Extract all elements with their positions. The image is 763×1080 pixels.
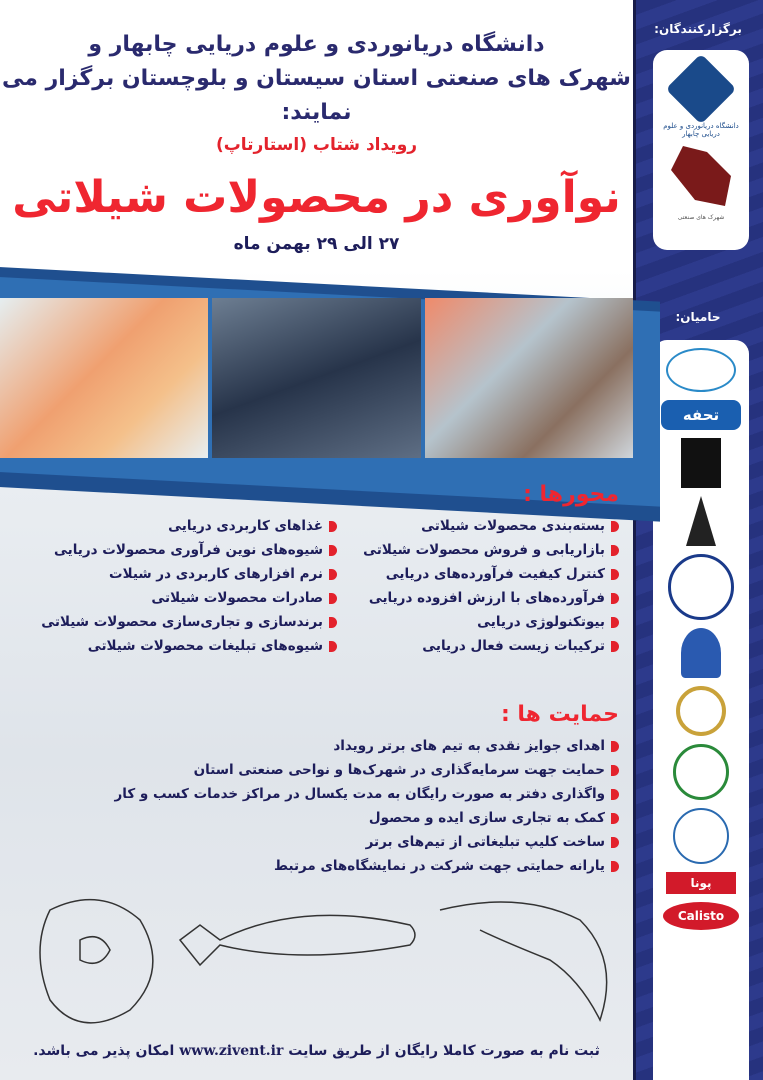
salmon-shrimp-photo (425, 298, 633, 458)
list-item: صادرات محصولات شیلاتی (41, 586, 337, 610)
bullet-icon (611, 813, 619, 824)
list-item: برندسازی و تجاری‌سازی محصولات شیلاتی (41, 610, 337, 634)
supports-heading: حمایت ها : (500, 702, 619, 727)
list-item: ساخت کلیپ تبلیغاتی از تیم‌های برتر (115, 830, 619, 854)
list-item: بیوتکنولوژی دریایی (363, 610, 619, 634)
list-item: کمک به تجاری سازی ایده و محصول (115, 806, 619, 830)
list-item: ترکیبات زیست فعال دریایی (363, 634, 619, 658)
university-name: دانشگاه دریانوردی و علوم دریایی چابهار (663, 122, 739, 138)
list-item: یارانه حمایتی جهت شرکت در نمایشگاه‌های مرتبط (115, 854, 619, 878)
sponsor-logo (673, 744, 729, 800)
seafood-photos (0, 298, 633, 458)
sponsor-logo-pouna: پونا (666, 872, 736, 894)
bullet-icon (329, 545, 337, 556)
bullet-icon (611, 765, 619, 776)
list-item: اهدای جوایز نقدی به تیم های برتر رویداد (115, 734, 619, 758)
sponsor-logo (676, 686, 726, 736)
fish-icon (180, 915, 415, 965)
bullet-icon (611, 789, 619, 800)
fish-steak-icon (40, 900, 153, 1023)
university-logo (666, 54, 737, 125)
sponsor-logo (668, 554, 734, 620)
bullet-icon (329, 641, 337, 652)
axes-list-right (363, 514, 619, 658)
bullet-icon (611, 593, 619, 604)
bullet-icon (611, 545, 619, 556)
list-item: شیوه‌های نوین فرآوری محصولات دریایی (41, 538, 337, 562)
list-item: کنترل کیفیت فرآورده‌های دریایی (363, 562, 619, 586)
bullet-icon (611, 837, 619, 848)
bullet-icon (611, 521, 619, 532)
shrimp-icon (440, 902, 607, 1020)
list-item: فرآورده‌های با ارزش افزوده دریایی (363, 586, 619, 610)
sponsor-logo (681, 438, 721, 488)
organizers-label: برگزارکنندگان: (654, 22, 742, 36)
sponsor-logo (673, 808, 729, 864)
list-item: شیوه‌های تبلیغات محصولات شیلاتی (41, 634, 337, 658)
sponsor-logo (686, 496, 716, 546)
event-date: ۲۷ الی ۲۹ بهمن ماه (233, 234, 400, 254)
axes-list-left (41, 514, 337, 658)
bullet-icon (611, 569, 619, 580)
sponsor-logo (681, 628, 721, 678)
sponsors-card (653, 340, 749, 1080)
bullet-icon (329, 617, 337, 628)
sidebar (633, 0, 763, 1080)
event-subtitle: رویداد شتاب (استارتاپ) (215, 135, 418, 155)
list-item: نرم افزارهای کاربردی در شیلات (41, 562, 337, 586)
bullet-icon (329, 593, 337, 604)
industrial-towns-name: شهرک های صنعتی (677, 214, 725, 221)
supports-list (115, 734, 619, 878)
bullet-icon (611, 641, 619, 652)
list-item: غذاهای کاربردی دریایی (41, 514, 337, 538)
organizers-card (653, 50, 749, 250)
sponsor-logo-tohfe: تحفه (661, 400, 741, 430)
bullet-icon (329, 569, 337, 580)
seafood-illustration (20, 890, 620, 1040)
shrimp-dish-photo (0, 298, 208, 458)
list-item: واگذاری دفتر به صورت رایگان به مدت یکسال در مراکز خدمات کسب و کار (115, 782, 619, 806)
event-title: نوآوری در محصولات شیلاتی (12, 172, 621, 223)
bullet-icon (611, 617, 619, 628)
sponsors-label: حامیان: (675, 310, 721, 324)
organizers-heading: دانشگاه دریانوردی و علوم دریایی چابهار و شهرک های صنعتی استان سیستان و بلوچستان برگزار می نمایند: (2, 32, 631, 125)
registration-note: ثبت نام به صورت کاملا رایگان از طریق سایت www.zivent.ir امکان پذیر می باشد. (33, 1043, 600, 1059)
website-link[interactable]: www.zivent.ir (179, 1043, 284, 1059)
tuna-photo (212, 298, 420, 458)
industrial-towns-logo (671, 146, 731, 206)
list-item: بسته‌بندی محصولات شیلاتی (363, 514, 619, 538)
sponsor-logo (666, 348, 736, 392)
axes-heading: محورها : (523, 482, 619, 507)
bullet-icon (611, 741, 619, 752)
sponsor-logo-calisto: Calisto (663, 902, 739, 930)
bullet-icon (611, 861, 619, 872)
bullet-icon (329, 521, 337, 532)
list-item: حمایت جهت سرمایه‌گذاری در شهرک‌ها و نواحی صنعتی استان (115, 758, 619, 782)
list-item: بازاریابی و فروش محصولات شیلاتی (363, 538, 619, 562)
